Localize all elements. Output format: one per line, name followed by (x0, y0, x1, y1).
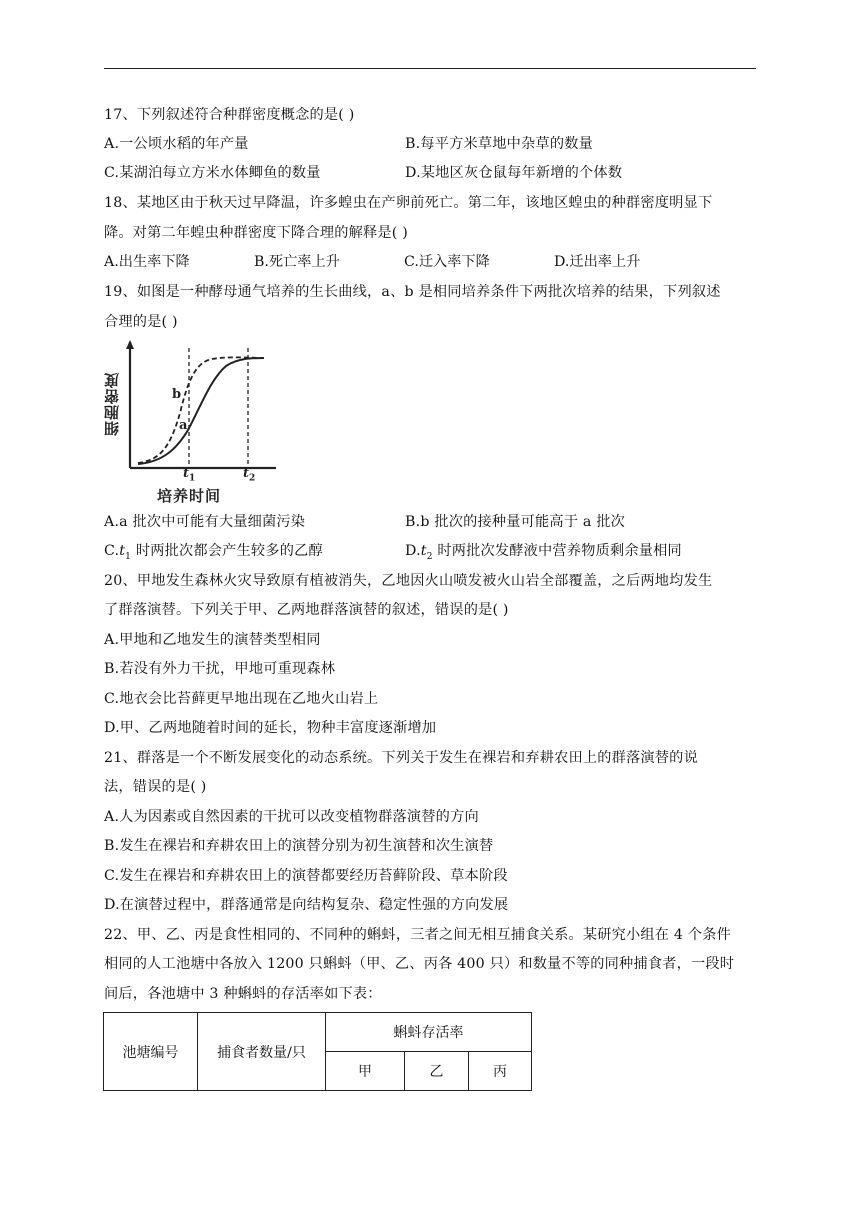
q19-stem-line1: 19、如图是一种酵母通气培养的生长曲线，a、b 是相同培养条件下两批次培养的结果，下列叙述 (104, 284, 721, 300)
q20-option-c: C.地衣会比苔藓更早地出现在乙地火山岩上 (104, 691, 379, 707)
q19-option-a: A.a 批次中可能有大量细菌污染 (104, 514, 306, 530)
q21-stem-line2: 法，错误的是( ) (104, 779, 207, 795)
q22-stem-line1: 22、甲、乙、丙是食性相同的、不同种的蝌蚪，三者之间无相互捕食关系。某研究小组在 4 个条件 (104, 927, 731, 943)
q22-stem-line3: 间后，各池塘中 3 种蝌蚪的存活率如下表： (104, 986, 382, 1002)
q20-option-b: B.若没有外力干扰，甲地可重现森林 (104, 661, 336, 677)
q20-option-d: D.甲、乙两地随着时间的延长，物种丰富度逐渐增加 (104, 720, 437, 736)
y-axis-arrow (126, 340, 134, 349)
header-jia: 甲 (326, 1052, 405, 1091)
header-survival-rate: 蝌蚪存活率 (326, 1013, 532, 1052)
q21-option-d: D.在演替过程中，群落通常是向结构复杂、稳定性强的方向发展 (104, 897, 509, 913)
q19-option-b: B.b 批次的接种量可能高于 a 批次 (405, 514, 626, 530)
t2-tick-label: $t_2$ (243, 466, 256, 484)
q19-option-c: $C.t_1$ 时两批次都会产生较多的乙醇 (104, 543, 323, 562)
q17-stem: 17、下列叙述符合种群密度概念的是( ) (104, 107, 355, 123)
q20-stem-line2: 了群落演替。下列关于甲、乙两地群落演替的叙述，错误的是( ) (104, 602, 509, 618)
t1-tick-label: $t_1$ (183, 466, 196, 484)
q18-option-a: A.出生率下降 (104, 254, 190, 270)
q19-option-d: $D.t_2$ 时两批次发酵液中营养物质剩余量相同 (405, 543, 682, 562)
q18-stem-line1: 18、某地区由于秋天过早降温，许多蝗虫在产卵前死亡。第二年，该地区蝗虫的种群密度明显下 (104, 195, 713, 211)
q18-option-b: B.死亡率上升 (254, 254, 340, 270)
header-predator-count: 捕食者数量/只 (198, 1013, 326, 1091)
header-bing: 丙 (469, 1052, 532, 1091)
q17-option-b: B.每平方米草地中杂草的数量 (405, 136, 593, 152)
survival-table (103, 1012, 532, 1091)
header-rule (104, 68, 756, 69)
q20-option-a: A.甲地和乙地发生的演替类型相同 (104, 632, 321, 648)
curve-a (138, 358, 264, 464)
q20-stem-line1: 20、甲地发生森林火灾导致原有植被消失，乙地因火山喷发被火山岩全部覆盖，之后两地均发生 (104, 573, 713, 589)
q17-option-a: A.一公顷水稻的年产量 (104, 136, 249, 152)
curve-b-label: b (172, 387, 182, 402)
y-axis-label: 细胞密度 (103, 372, 121, 436)
q18-stem-line2: 降。对第二年蝗虫种群密度下降合理的解释是( ) (104, 225, 408, 241)
header-yi: 乙 (405, 1052, 469, 1091)
q18-option-c: C.迁入率下降 (404, 254, 490, 270)
q18-option-d: D.迁出率上升 (554, 254, 641, 270)
q17-option-c: C.某湖泊每立方米水体鲫鱼的数量 (104, 165, 321, 181)
q21-stem-line1: 21、群落是一个不断发展变化的动态系统。下列关于发生在裸岩和弃耕农田上的群落演替的说 (104, 750, 698, 766)
x-axis-label: 培养时间 (157, 487, 222, 505)
header-pond-number: 池塘编号 (104, 1013, 198, 1091)
q17-option-d: D.某地区灰仓鼠每年新增的个体数 (405, 165, 623, 181)
q21-option-a: A.人为因素或自然因素的干扰可以改变植物群落演替的方向 (104, 809, 479, 825)
q22-stem-line2: 相同的人工池塘中各放入 1200 只蝌蚪（甲、乙、丙各 400 只）和数量不等的同种捕食者，一段时 (104, 956, 735, 972)
q21-option-c: C.发生在裸岩和弃耕农田上的演替都要经历苔藓阶段、草本阶段 (104, 868, 508, 884)
q19-stem-line2: 合理的是( ) (104, 314, 178, 330)
q21-option-b: B.发生在裸岩和弃耕农田上的演替分别为初生演替和次生演替 (104, 838, 494, 854)
curve-a-label: a (179, 418, 188, 433)
curve-b (138, 357, 264, 463)
